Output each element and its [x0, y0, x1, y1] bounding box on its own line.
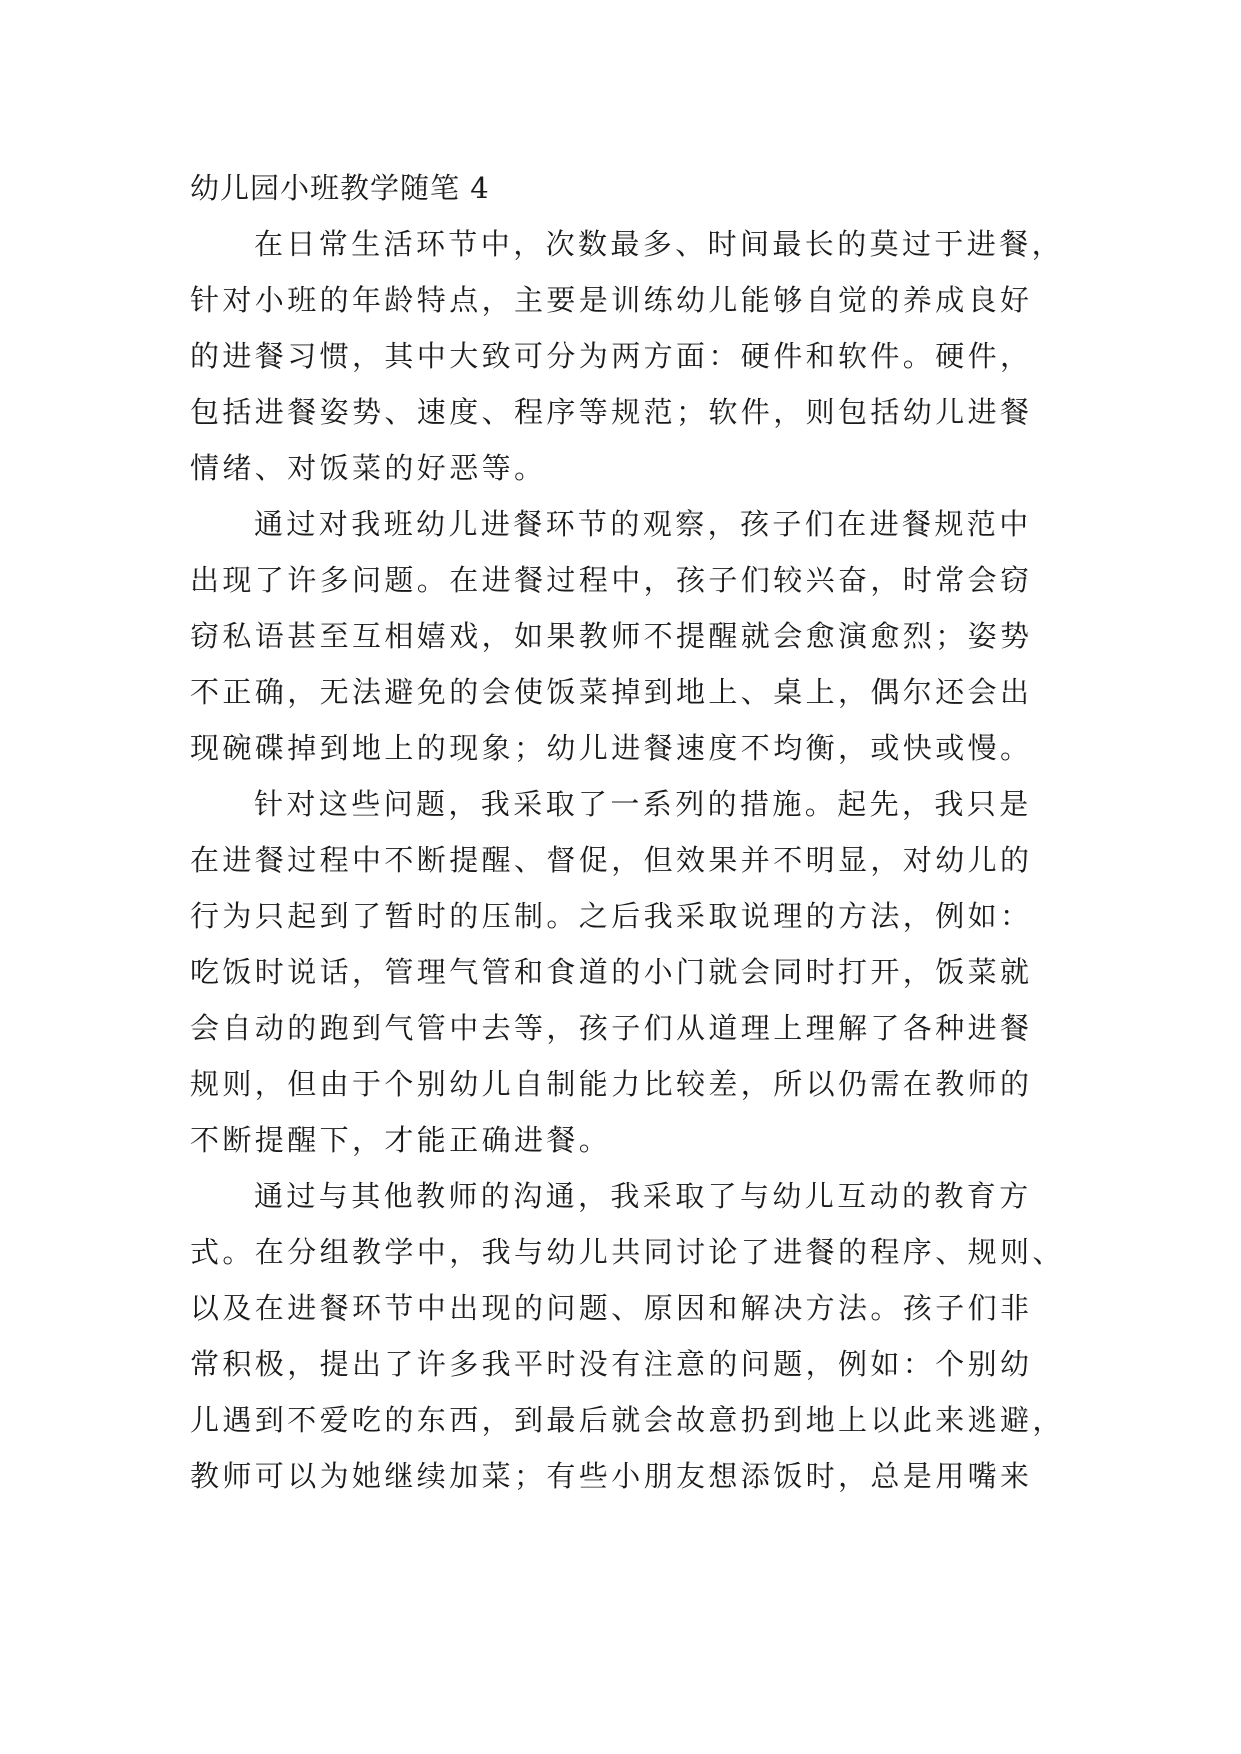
paragraph-4-line-3: 以及在进餐环节中出现的问题、原因和解决方法。孩子们非: [190, 1291, 1033, 1325]
paragraph-4-line-5: 儿遇到不爱吃的东西，到最后就会故意扔到地上以此来逃避，: [190, 1403, 1065, 1437]
paragraph-2-line-2: 出现了许多问题。在进餐过程中，孩子们较兴奋，时常会窃: [190, 563, 1033, 597]
paragraph-4-line-4: 常积极，提出了许多我平时没有注意的问题，例如：个别幼: [190, 1347, 1033, 1381]
paragraph-4-line-6: 教师可以为她继续加菜；有些小朋友想添饭时，总是用嘴来: [190, 1459, 1033, 1493]
paragraph-3-line-6: 规则，但由于个别幼儿自制能力比较差，所以仍需在教师的: [190, 1067, 1033, 1101]
paragraph-2-line-1: 通过对我班幼儿进餐环节的观察，孩子们在进餐规范中: [254, 507, 1032, 541]
paragraph-2-line-4: 不正确，无法避免的会使饭菜掉到地上、桌上，偶尔还会出: [190, 675, 1033, 709]
paragraph-2-line-5: 现碗碟掉到地上的现象；幼儿进餐速度不均衡，或快或慢。: [190, 731, 1033, 765]
paragraph-1-line-5: 情绪、对饭菜的好恶等。: [190, 451, 547, 485]
paragraph-2-line-3: 窃私语甚至互相嬉戏，如果教师不提醒就会愈演愈烈；姿势: [190, 619, 1033, 653]
paragraph-1-line-4: 包括进餐姿势、速度、程序等规范；软件，则包括幼儿进餐: [190, 395, 1033, 429]
paragraph-3-line-1: 针对这些问题，我采取了一系列的措施。起先，我只是: [254, 787, 1032, 821]
paragraph-1-line-2: 针对小班的年龄特点，主要是训练幼儿能够自觉的养成良好: [190, 283, 1033, 317]
paragraph-3-line-3: 行为只起到了暂时的压制。之后我采取说理的方法，例如：: [190, 899, 1033, 933]
paragraph-3-line-5: 会自动的跑到气管中去等，孩子们从道理上理解了各种进餐: [190, 1011, 1033, 1045]
document-title: 幼儿园小班教学随笔 4: [190, 171, 490, 205]
paragraph-4-line-2: 式。在分组教学中，我与幼儿共同讨论了进餐的程序、规则、: [190, 1235, 1065, 1269]
paragraph-3-line-7: 不断提醒下，才能正确进餐。: [190, 1123, 612, 1157]
paragraph-1-line-3: 的进餐习惯，其中大致可分为两方面：硬件和软件。硬件，: [190, 339, 1033, 373]
paragraph-1-line-1: 在日常生活环节中，次数最多、时间最长的莫过于进餐，: [254, 227, 1065, 261]
paragraph-3-line-4: 吃饭时说话，管理气管和食道的小门就会同时打开，饭菜就: [190, 955, 1033, 989]
paragraph-4-line-1: 通过与其他教师的沟通，我采取了与幼儿互动的教育方: [254, 1179, 1032, 1213]
paragraph-3-line-2: 在进餐过程中不断提醒、督促，但效果并不明显，对幼儿的: [190, 843, 1033, 877]
